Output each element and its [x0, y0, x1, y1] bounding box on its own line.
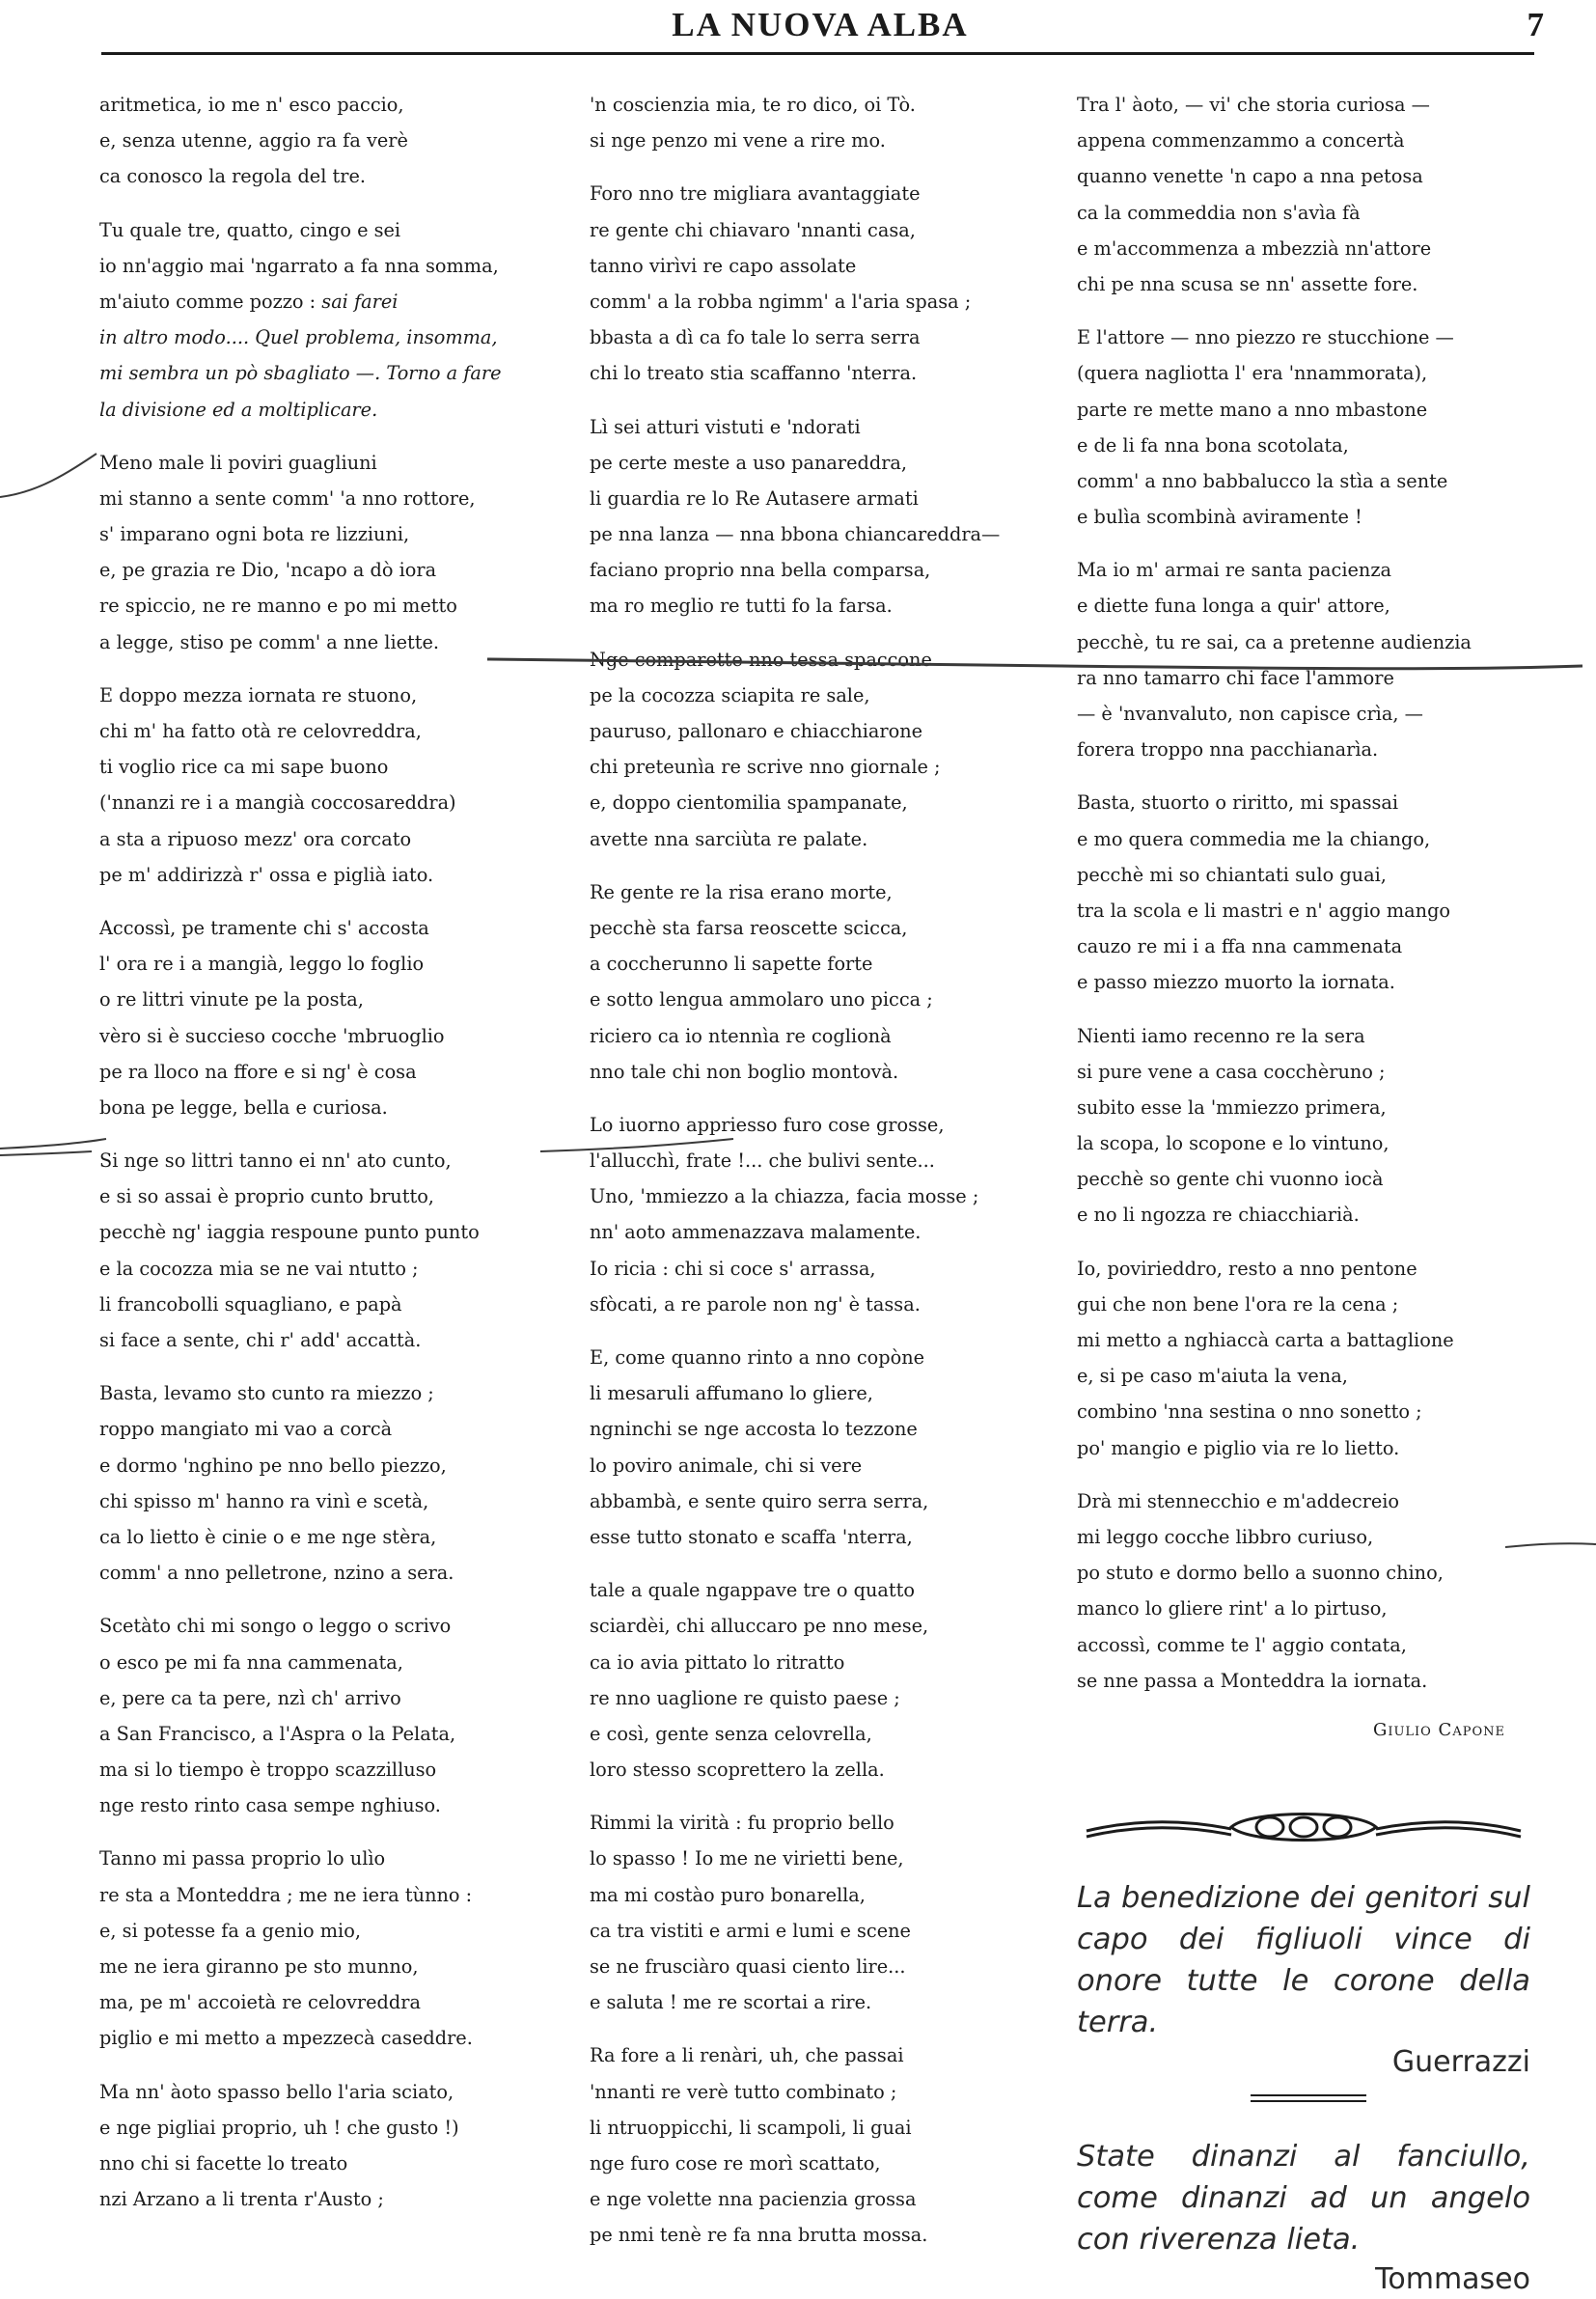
- poem-line: Foro nno tre migliara avantaggiate: [590, 182, 921, 206]
- poem-line: e si so assai è proprio cunto brutto,: [99, 1185, 434, 1208]
- poem-line: e bulìa scombinà aviramente !: [1077, 506, 1362, 529]
- poem-line: pe m' addirizzà r' ossa e piglià iato.: [99, 863, 434, 886]
- poem-line: (quera nagliotta l' era 'nnammorata),: [1077, 362, 1428, 385]
- poem-line: e, senza utenne, aggio ra fa verè: [99, 129, 408, 152]
- poem-line: Uno, 'mmiezzo a la chiazza, facia mosse ;: [590, 1185, 979, 1208]
- stanza: [590, 176, 1043, 391]
- poem-line: Ra fore a li renàri, uh, che passai: [590, 2044, 904, 2067]
- poem-line: comm' a nno babbalucco la stìa a sente: [1077, 469, 1448, 492]
- poem-line: re gente chi chiavaro 'nnanti casa,: [590, 218, 916, 241]
- stanza: [99, 1608, 553, 1823]
- poem-line: quanno venette 'n capo a nna petosa: [1077, 165, 1423, 188]
- poem-line: ma mi costào puro bonarella,: [590, 1883, 866, 1906]
- poem-line: li guardia re lo Re Autasere armati: [590, 486, 919, 510]
- poem-line: E, come quanno rinto a nno copòne: [590, 1346, 925, 1369]
- poem-line: e no li ngozza re chiacchiarià.: [1077, 1204, 1360, 1227]
- poem-line: Ma io m' armai re santa pacienza: [1077, 559, 1391, 582]
- poem-line: comm' a nno pelletrone, nzino a sera.: [99, 1562, 454, 1585]
- poem-line: a legge, stiso pe comm' a nne liette.: [99, 630, 440, 653]
- poem-line: e m'accommenza a mbezzià nn'attore: [1077, 236, 1432, 260]
- stanza: [590, 1805, 1043, 2020]
- poem-line: e saluta ! me re scortai a rire.: [590, 1991, 872, 2014]
- poem-line: pecchè, tu re sai, ca a pretenne audienzia: [1077, 630, 1472, 653]
- poem-line: re sta a Monteddra ; me ne iera tùnno :: [99, 1883, 473, 1906]
- stanza: [1077, 1483, 1530, 1699]
- poem-line: ra nno tamarro chi face l'ammore: [1077, 666, 1394, 689]
- stanza: [99, 1841, 553, 2056]
- poem-column-3: [1077, 87, 1530, 2299]
- poem-column-3-stanzas: [1077, 87, 1530, 1699]
- poem-line: sciardèi, chi alluccaro pe nno mese,: [590, 1615, 929, 1638]
- poem-line: l'allucchì, frate !... che bulivi sente...: [590, 1150, 935, 1173]
- poem-line: accossì, comme te l' aggio contata,: [1077, 1633, 1407, 1656]
- poem-line: ca tra vistiti e armi e lumi e scene: [590, 1919, 911, 1942]
- stanza: [1077, 1018, 1530, 1233]
- poem-line: l' ora re i a mangià, leggo lo foglio: [99, 953, 425, 976]
- poem-line: si face a sente, chi r' add' accattà.: [99, 1329, 422, 1351]
- poem-line: tra la scola e li mastri e n' aggio mango: [1077, 899, 1451, 922]
- poem-line: nge resto rinto casa sempe nghiuso.: [99, 1794, 441, 1817]
- stanza: [590, 1107, 1043, 1322]
- poem-line: Tanno mi passa proprio lo ulìo: [99, 1847, 386, 1870]
- stanza: [590, 87, 1043, 158]
- poem-line: forera troppo nna pacchianarìa.: [1077, 738, 1379, 762]
- stanza: [1077, 87, 1530, 302]
- stanza: [1077, 552, 1530, 767]
- poem-line: ca io avia pittato lo ritratto: [590, 1650, 845, 1674]
- poem-line: Accossì, pe tramente chi s' accosta: [99, 916, 429, 939]
- poem-line: re nno uaglione re quisto paese ;: [590, 1686, 900, 1709]
- stanza: [99, 445, 553, 660]
- stanza: [99, 1375, 553, 1591]
- poem-line: Lo iuorno appriesso furo cose grosse,: [590, 1113, 945, 1136]
- poem-line: pe certe meste a uso panareddra,: [590, 451, 908, 474]
- poem-line: bona pe legge, bella e curiosa.: [99, 1095, 388, 1119]
- poem-line: s' imparano ogni bota re lizziuni,: [99, 523, 410, 546]
- poem-line: tanno virìvi re capo assolate: [590, 254, 857, 277]
- poem-line: e la cocozza mia se ne vai ntutto ;: [99, 1257, 419, 1280]
- poem-line: pe nmi tenè re fa nna brutta mossa.: [590, 2224, 928, 2247]
- stanza: [1077, 1251, 1530, 1466]
- poem-line: la scopa, lo scopone e lo vintuno,: [1077, 1132, 1390, 1155]
- poem-line: Lì sei atturi vistuti e 'ndorati: [590, 415, 861, 438]
- poem-line: pecchè so gente chi vuonno iocà: [1077, 1168, 1384, 1191]
- poem-line: Rimmi la virità : fu proprio bello: [590, 1812, 894, 1835]
- poem-line: me ne iera giranno pe sto munno,: [99, 1955, 419, 1978]
- poem-line: e, si pe caso m'aiuta la vena,: [1077, 1365, 1348, 1388]
- quote-author-guerrazzi: Guerrazzi: [1391, 2045, 1530, 2080]
- stanza: [99, 910, 553, 1125]
- poem-line: E doppo mezza iornata re stuono,: [99, 683, 418, 706]
- poem-column-2: [590, 87, 1043, 2271]
- poem-line: pauruso, pallonaro e chiacchiarone: [590, 720, 923, 742]
- page-number: 7: [1527, 6, 1544, 43]
- poem-line: mi stanno a sente comm' 'a nno rottore,: [99, 486, 476, 510]
- poem-line: po stuto e dormo bello a suonno chino,: [1077, 1562, 1444, 1585]
- poem-line: chi preteunìa re scrive nno giornale ;: [590, 756, 941, 779]
- poem-line: 'n coscienzia mia, te ro dico, oi Tò.: [590, 94, 916, 116]
- poem-line: o esco pe mi fa nna cammenata,: [99, 1650, 403, 1674]
- poem-line: e nge pigliai proprio, uh ! che gusto !): [99, 2116, 459, 2139]
- poem-line: avette nna sarciùta re palate.: [590, 827, 868, 850]
- poem-line: pecchè sta farsa reoscette scicca,: [590, 916, 908, 939]
- poem-line: ma si lo tiempo è troppo scazzilluso: [99, 1759, 437, 1782]
- poem-line: Basta, levamo sto cunto ra miezzo ;: [99, 1382, 434, 1405]
- poem-column-1: [99, 87, 553, 2234]
- poem-line: aritmetica, io me n' esco paccio,: [99, 94, 404, 116]
- poem-line: piglio e mi metto a mpezzecà caseddre.: [99, 2027, 473, 2050]
- poem-line: ti voglio rice ca mi sape buono: [99, 756, 389, 779]
- poem-line: e, doppo cientomilia spampanate,: [590, 791, 908, 815]
- poem-line: lo poviro animale, chi si vere: [590, 1454, 863, 1477]
- poem-line: o re littri vinute pe la posta,: [99, 988, 364, 1011]
- poem-line: gui che non bene l'ora re la cena ;: [1077, 1292, 1399, 1316]
- poem-line: e, pe grazia re Dio, 'ncapo a dò iora: [99, 559, 437, 582]
- poem-line: ma ro meglio re tutti fo la farsa.: [590, 595, 893, 618]
- poem-line: Meno male li poviri guagliuni: [99, 451, 377, 474]
- poem-line: comm' a la robba ngimm' a l'aria spasa ;: [590, 290, 972, 313]
- stanza: [590, 1572, 1043, 1787]
- poem-line: si nge penzo mi vene a rire mo.: [590, 129, 886, 152]
- poem-line: e così, gente senza celovrella,: [590, 1722, 872, 1745]
- quote-guerrazzi: La benedizione dei genitori sul capo dei figliuoli vince di onore tutte le corone della terra.: [1077, 1881, 1530, 2040]
- poem-line: Si nge so littri tanno ei nn' ato cunto,: [99, 1150, 452, 1173]
- poem-line: li mesaruli affumano lo gliere,: [590, 1382, 873, 1405]
- poem-line: ma, pe m' accoietà re celovreddra: [99, 1991, 421, 2014]
- poem-line: manco lo gliere rint' a lo pirtuso,: [1077, 1597, 1388, 1620]
- poem-line: e, si potesse fa a genio mio,: [99, 1919, 361, 1942]
- poem-line: mi leggo cocche libbro curiuso,: [1077, 1525, 1374, 1548]
- poem-line: chi pe nna scusa se nn' assette fore.: [1077, 272, 1418, 295]
- poem-line: Re gente re la risa erano morte,: [590, 880, 893, 903]
- poem-line: a coccherunno li sapette forte: [590, 953, 873, 976]
- poem-line: Scetàto chi mi songo o leggo o scrivo: [99, 1615, 452, 1638]
- double-rule-divider: [1251, 2093, 1366, 2103]
- poem-line: mi sembra un pò sbagliato —. Torno a fare: [99, 362, 502, 385]
- poem-line: a San Francisco, a l'Aspra o la Pelata,: [99, 1722, 456, 1745]
- poem-line: lo spasso ! Io me ne virietti bene,: [590, 1847, 904, 1870]
- poem-line: nno chi si facette lo treato: [99, 2151, 348, 2174]
- poem-line: po' mangio e piglio via re lo lietto.: [1077, 1436, 1400, 1459]
- poem-line: e mo quera commedia me la chiango,: [1077, 827, 1431, 850]
- stanza: [99, 2074, 553, 2218]
- quote-author-tommaseo: Tommaseo: [1375, 2262, 1530, 2297]
- poem-line: — è 'nvanvaluto, non capisce crìa, —: [1077, 703, 1423, 725]
- stanza: [1077, 785, 1530, 1000]
- poem-line: nn' aoto ammenazzava malamente.: [590, 1221, 922, 1244]
- stanza: [99, 212, 553, 428]
- poem-line: a sta a ripuoso mezz' ora corcato: [99, 827, 412, 850]
- poem-line: pe nna lanza — nna bbona chiancareddra—: [590, 523, 1001, 546]
- poem-line: si pure vene a casa cocchèruno ;: [1077, 1060, 1386, 1083]
- poem-line: Tu quale tre, quatto, cingo e sei: [99, 218, 401, 241]
- poem-line: e passo miezzo muorto la iornata.: [1077, 971, 1395, 994]
- stanza: [99, 678, 553, 893]
- poem-line: Nienti iamo recenno re la sera: [1077, 1024, 1365, 1047]
- stanza: [590, 2037, 1043, 2253]
- poem-line: e de li fa nna bona scotolata,: [1077, 433, 1349, 457]
- poem-line: nge furo cose re morì scattato,: [590, 2151, 881, 2174]
- poem-line: se ne frusciàro quasi ciento lire...: [590, 1955, 906, 1978]
- poem-line: sfòcati, a re parole non ng' è tassa.: [590, 1292, 921, 1316]
- stanza: [1077, 319, 1530, 535]
- poem-line: ('nnanzi re i a mangià coccosareddra): [99, 791, 456, 815]
- stanza: [590, 874, 1043, 1090]
- poem-line: parte re mette mano a nno mbastone: [1077, 398, 1428, 421]
- poem-line: Tra l' àoto, — vi' che storia curiosa —: [1077, 94, 1430, 116]
- stanza: [590, 1340, 1043, 1555]
- poem-line: esse tutto stonato e scaffa 'nterra,: [590, 1525, 913, 1548]
- poem-line: ca la commeddia non s'avìa fà: [1077, 201, 1361, 224]
- poem-line: abbambà, e sente quiro serra serra,: [590, 1489, 929, 1512]
- poem-line: appena commenzammo a concertà: [1077, 129, 1405, 152]
- header-rule: [101, 52, 1534, 55]
- poem-line: mi metto a nghiaccà carta a battaglione: [1077, 1329, 1454, 1351]
- poem-line: chi spisso m' hanno ra vinì e scetà,: [99, 1489, 429, 1512]
- poem-line: E l'attore — nno piezzo re stucchione —: [1077, 326, 1454, 349]
- poem-line: e nge volette nna pacienzia grossa: [590, 2188, 917, 2211]
- poem-line: e sotto lengua ammolaro uno picca ;: [590, 988, 933, 1011]
- poem-line: la divisione ed a moltiplicare.: [99, 398, 378, 421]
- poem-line: ca conosco la regola del tre.: [99, 165, 367, 188]
- poem-line: Nge comparette nno tessa spaccone: [590, 648, 932, 671]
- poem-line: ca lo lietto è cinie o e me nge stèra,: [99, 1525, 437, 1548]
- poem-line: 'nnanti re verè tutto combinato ;: [590, 2080, 897, 2103]
- poem-line: nno tale chi non boglio montovà.: [590, 1060, 899, 1083]
- quote-tommaseo: State dinanzi al fanciullo, come dinanzi ad un angelo con riverenza lieta.: [1077, 2140, 1530, 2257]
- poem-line: subito esse la 'mmiezzo primera,: [1077, 1095, 1387, 1119]
- poem-line: riciero ca io ntennìa re coglionà: [590, 1024, 892, 1047]
- poem-line: se nne passa a Monteddra la iornata.: [1077, 1669, 1428, 1692]
- poem-line: pecchè ng' iaggia respoune punto punto: [99, 1221, 480, 1244]
- stanza: [590, 642, 1043, 857]
- poem-line: nzi Arzano a li trenta r'Austo ;: [99, 2188, 384, 2211]
- poem-line: Ma nn' àoto spasso bello l'aria sciato,: [99, 2080, 454, 2103]
- poem-line: roppo mangiato mi vao a corcà: [99, 1418, 393, 1441]
- poem-line: bbasta a dì ca fo tale lo serra serra: [590, 326, 921, 349]
- poem-line: in altro modo.... Quel problema, insomma,: [99, 326, 498, 349]
- poem-line: pe la cocozza sciapita re sale,: [590, 683, 870, 706]
- stanza: [590, 409, 1043, 624]
- poem-line: Drà mi stennecchio e m'addecreio: [1077, 1489, 1400, 1512]
- poem-line: loro stesso scoprettero la zella.: [590, 1759, 885, 1782]
- poem-line: ngninchi se nge accosta lo tezzone: [590, 1418, 918, 1441]
- poem-line: e diette funa longa a quir' attore,: [1077, 595, 1390, 618]
- poem-line: chi lo treato stia scaffanno 'nterra.: [590, 362, 918, 385]
- poem-line: e dormo 'nghino pe nno bello piezzo,: [99, 1454, 447, 1477]
- poem-line: li ntruoppicchi, li scampoli, li guai: [590, 2116, 912, 2139]
- poem-line: vèro si è succieso cocche 'mbruoglio: [99, 1024, 445, 1047]
- poem-line: tale a quale ngappave tre o quatto: [590, 1579, 916, 1602]
- poem-line: combino 'nna sestina o nno sonetto ;: [1077, 1400, 1422, 1424]
- stanza: [99, 87, 553, 195]
- poem-line: re spiccio, ne re manno e po mi metto: [99, 595, 457, 618]
- poem-line: li francobolli squagliano, e papà: [99, 1292, 402, 1316]
- poem-line: io nn'aggio mai 'ngarrato a fa nna somma,: [99, 254, 499, 277]
- newspaper-title: LA NUOVA ALBA: [672, 6, 969, 43]
- poem-line: pecchè mi so chiantati sulo guai,: [1077, 863, 1387, 886]
- poem-line: Io, povirieddro, resto a nno pentone: [1077, 1257, 1417, 1280]
- poem-line: m'aiuto comme pozzo : sai farei: [99, 290, 399, 313]
- poem-line: pe ra lloco na ffore e si ng' è cosa: [99, 1060, 417, 1083]
- masthead: [96, 0, 1544, 60]
- poem-line: e, pere ca ta pere, nzì ch' arrivo: [99, 1686, 401, 1709]
- poem-line: Io ricia : chi si coce s' arrassa,: [590, 1257, 876, 1280]
- poem-author: Giulio Capone: [1372, 1719, 1505, 1740]
- poem-line: Basta, stuorto o riritto, mi spassai: [1077, 791, 1399, 815]
- ornament-divider-icon: [1077, 1806, 1530, 1848]
- poem-line: cauzo re mi i a ffa nna cammenata: [1077, 935, 1403, 958]
- stanza: [99, 1143, 553, 1358]
- poem-line: chi m' ha fatto otà re celovreddra,: [99, 720, 422, 742]
- poem-line: faciano proprio nna bella comparsa,: [590, 559, 931, 582]
